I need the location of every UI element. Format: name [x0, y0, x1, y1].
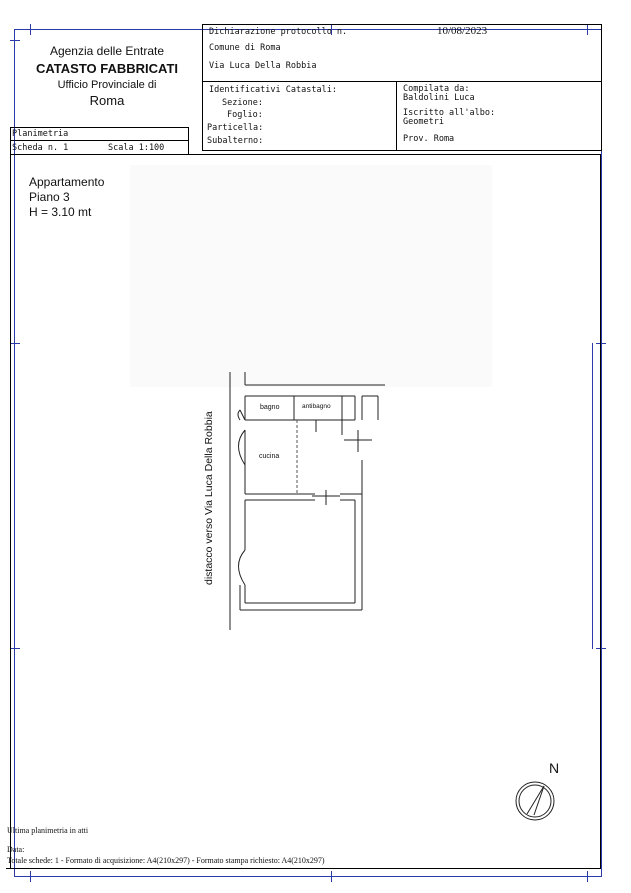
- unit-floor: Piano 3: [29, 190, 70, 204]
- ufficio-label: Ufficio Provinciale di: [57, 79, 157, 91]
- room-cucina: cucina: [259, 453, 280, 460]
- room-bagno: bagno: [260, 404, 280, 411]
- scheda-label: Scheda n. 1: [12, 143, 69, 153]
- street-note: distacco verso Via Luca Della Robbia: [203, 411, 215, 585]
- comune-label: Comune di Roma: [209, 43, 281, 53]
- albo-label: Iscritto all'albo:: [403, 108, 496, 118]
- north-label: N: [549, 760, 560, 776]
- planimetria-label: Planimetria: [12, 129, 69, 139]
- data-label: Data:: [7, 845, 25, 854]
- albo-value: Geometri: [403, 117, 444, 127]
- room-antibagno: antibagno: [302, 403, 331, 410]
- compilata-label: Compilata da:: [403, 84, 470, 94]
- compilata-name: Baldolini Luca: [403, 93, 475, 103]
- sezione-label: Sezione:: [222, 98, 263, 108]
- address-label: Via Luca Della Robbia: [209, 61, 317, 71]
- ident-title: Identificativi Catastali:: [209, 85, 337, 95]
- prov-label: Prov. Roma: [403, 134, 455, 144]
- protocol-label: Dichiarazione protocollo n.: [209, 27, 348, 37]
- subalterno-label: Subalterno:: [207, 136, 264, 146]
- agency-name: Agenzia delle Entrate: [49, 44, 165, 58]
- north-arrow-icon: [510, 770, 560, 830]
- unit-type: Appartamento: [29, 175, 105, 189]
- protocol-date: 10/08/2023: [437, 25, 488, 37]
- scala-label: Scala 1:100: [108, 143, 165, 153]
- ultima-label: Ultima planimetria in atti: [7, 826, 89, 835]
- totale-label: Totale schede: 1 - Formato di acquisizione: A4(210x297) - Formato stampa richiesto: A4(210x297): [7, 856, 325, 865]
- catasto-title: CATASTO FABBRICATI: [35, 61, 179, 76]
- foglio-label: Foglio:: [227, 110, 263, 120]
- particella-label: Particella:: [207, 123, 264, 133]
- ufficio-city: Roma: [89, 93, 125, 108]
- unit-height: H = 3.10 mt: [29, 205, 92, 219]
